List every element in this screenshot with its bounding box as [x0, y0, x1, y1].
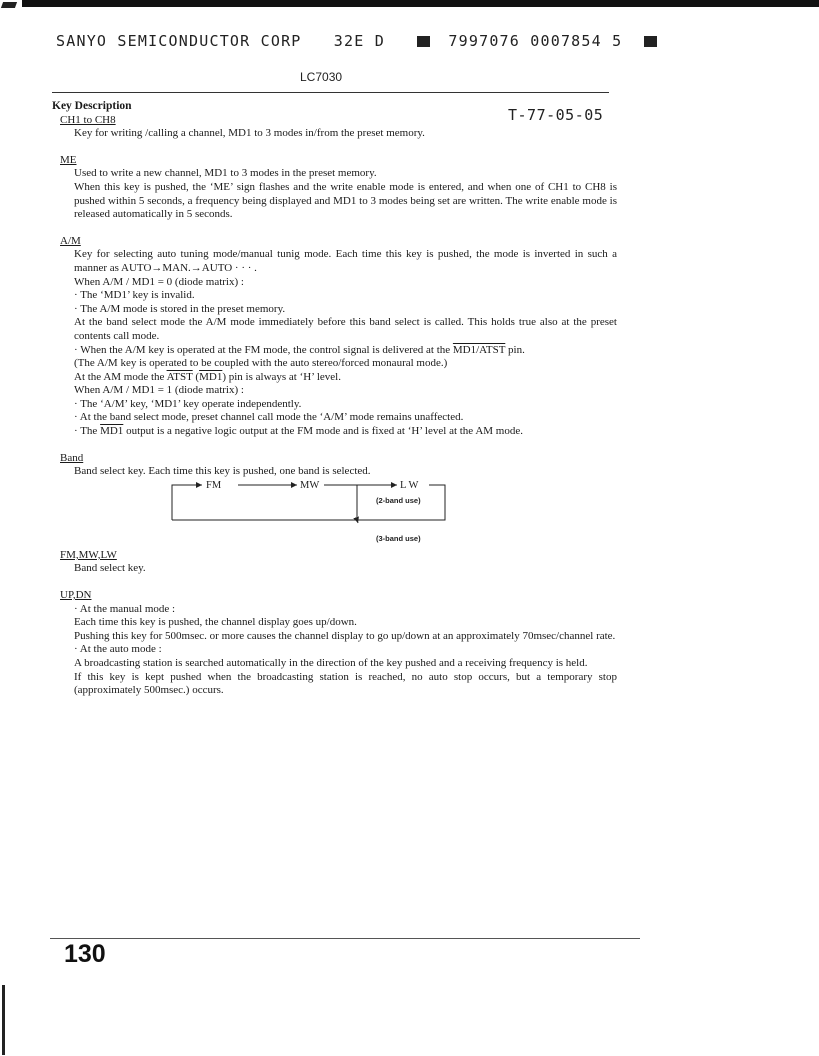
key-name-band: Band — [60, 451, 84, 464]
bullet: · The ‘MD1’ key is invalid. — [74, 289, 195, 302]
key-name-ch: CH1 to CH8 — [60, 113, 116, 126]
bullet: · At the band select mode, preset channel call mode the ‘A/M’ mode remains unaffected. — [74, 411, 464, 424]
scan-corner-mark — [0, 0, 22, 10]
key-desc-ch — [74, 127, 617, 141]
bullet-detail: At the band select mode the A/M mode immediately before this band select is called. This holds true also at the preset contents call mode. — [74, 316, 617, 342]
page-number: 130 — [64, 940, 106, 968]
key-name-updn: UP,DN — [60, 589, 92, 602]
band-lw-label: L W — [400, 479, 419, 491]
desc-line: Band select key. Each time this key is pushed, one band is selected. — [74, 465, 371, 478]
bullet-detail: Each time this key is pushed, the channel display goes up/down. — [74, 616, 357, 629]
black-block-icon — [417, 36, 430, 47]
bullet: · The MD1 output is a negative logic output at the FM mode and is fixed at ‘H’ level at the AM mode. — [74, 425, 523, 438]
header-code-2: 7997076 0007854 5 — [448, 32, 623, 50]
band-fm-label: FM — [206, 479, 222, 491]
bullet-detail: A broadcasting station is searched automatically in the direction of the key pushed and a receiving frequency is held. — [74, 657, 588, 669]
band-cycle-diagram — [52, 479, 617, 549]
scan-binder-mark — [2, 985, 5, 1055]
key-desc-fmmwlw — [74, 562, 617, 576]
company-name: SANYO SEMICONDUCTOR CORP — [56, 32, 302, 50]
bullet: · At the auto mode : — [74, 643, 162, 656]
key-description-body — [52, 100, 617, 698]
black-block-icon — [644, 36, 657, 47]
band-cycle-svg — [52, 479, 472, 549]
pin-name: MD1 — [199, 370, 223, 383]
key-desc-band — [74, 465, 617, 479]
bullet-detail: At the AM mode the ATST (MD1) pin is always at ‘H’ level. — [74, 370, 341, 383]
header-rule — [52, 92, 609, 93]
part-number: LC7030 — [300, 70, 343, 84]
bullet: · The A/M mode is stored in the preset memory. — [74, 302, 286, 315]
section-title: Key Description — [52, 100, 132, 112]
band-mw-label: MW — [300, 479, 320, 491]
bullet: · The ‘A/M’ key, ‘MD1’ key operate independently. — [74, 397, 302, 410]
desc-line: Key for selecting auto tuning mode/manual tunig mode. Each time this key is pushed, the mode is inverted in such a manner as AUTO→MAN.→AUTO · · · . — [74, 248, 617, 274]
bullet: · At the manual mode : — [74, 602, 176, 615]
key-desc-updn — [74, 603, 617, 698]
three-band-label: (3-band use) — [376, 533, 421, 543]
running-header — [56, 32, 623, 50]
key-desc-me — [74, 167, 617, 221]
pin-name: MD1 — [100, 425, 124, 438]
bullet-detail: (The A/M key is operated to be coupled with the auto stereo/forced monaural mode.) — [74, 357, 448, 370]
header-code-1: 32E D — [333, 32, 385, 50]
key-desc-am — [74, 248, 617, 438]
desc-line: Key for writing /calling a channel, MD1 to 3 modes in/from the preset memory. — [74, 127, 425, 140]
bullet-detail: If this key is kept pushed when the broadcasting station is reached, no auto stop occurs, but a temporary stop (approximately 500msec.) occurs. — [74, 670, 617, 697]
key-name-me: ME — [60, 153, 77, 166]
desc-line: When A/M / MD1 = 1 (diode matrix) : — [74, 384, 244, 397]
desc-line: When this key is pushed, the ‘ME’ sign flashes and the write enable mode is entered, and when one of CH1 to CH8 is pushed within 5 seconds, a frequency being displayed and MD1 to 3 modes being set are written. The write enable mode is released automatically in 5 seconds. — [74, 180, 617, 221]
two-band-label: (2-band use) — [376, 495, 421, 505]
pin-name: ATST — [166, 370, 193, 383]
key-name-fmmwlw: FM,MW,LW — [60, 548, 117, 561]
scan-top-border — [0, 0, 819, 7]
pin-name: MD1/ATST — [452, 343, 506, 356]
footer-rule — [50, 938, 640, 939]
desc-line: Band select key. — [74, 562, 146, 575]
document-code: T-77-05-05 — [508, 106, 604, 124]
desc-line: When A/M / MD1 = 0 (diode matrix) : — [74, 275, 244, 288]
desc-line: Used to write a new channel, MD1 to 3 modes in the preset memory. — [74, 167, 377, 180]
key-name-am: A/M — [60, 234, 81, 247]
bullet: · When the A/M key is operated at the FM mode, the control signal is delivered at the MD1/ATST pin. — [74, 343, 525, 356]
bullet-detail: Pushing this key for 500msec. or more causes the channel display to go up/down at an approximately 70msec/channel rate. — [74, 629, 616, 642]
